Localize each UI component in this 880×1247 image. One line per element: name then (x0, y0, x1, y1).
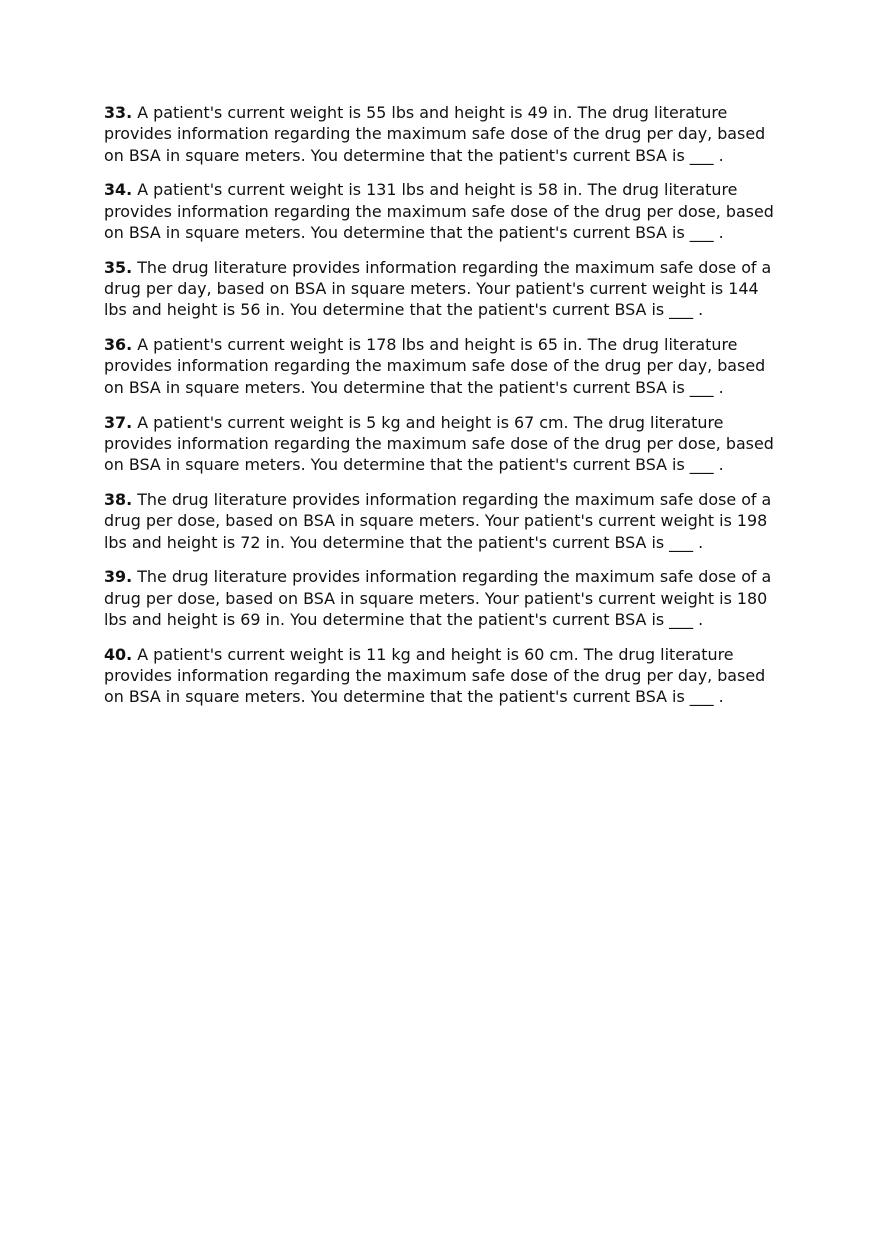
question-number: 37. (104, 412, 133, 432)
question-number: 39. (104, 567, 133, 587)
question-38 (104, 489, 784, 553)
question-35 (104, 257, 784, 321)
question-34 (104, 179, 784, 243)
question-number: 38. (104, 489, 133, 509)
question-40 (104, 644, 784, 708)
question-39 (104, 566, 784, 630)
question-text: A patient's current weight is 11 kg and height is 60 cm. The drug literature provides information regarding the maximum safe dose of the drug per day, based on BSA in square meters. You determine that the patient's current BSA is ___ . (104, 644, 766, 707)
question-text: The drug literature provides information regarding the maximum safe dose of a drug per day, based on BSA in square meters. Your patient's current weight is 144 lbs and height is 56 in. You determine that the patient's current BSA is ___ . (104, 257, 772, 320)
question-number: 40. (104, 644, 133, 664)
question-text: The drug literature provides information regarding the maximum safe dose of a drug per dose, based on BSA in square meters. Your patient's current weight is 198 lbs and height is 72 in. You determine that the patient's current BSA is ___ . (104, 489, 772, 552)
document-page (104, 102, 784, 721)
question-number: 34. (104, 180, 133, 200)
question-33 (104, 102, 784, 166)
question-37 (104, 412, 784, 476)
question-text: The drug literature provides information regarding the maximum safe dose of a drug per dose, based on BSA in square meters. Your patient's current weight is 180 lbs and height is 69 in. You determine that the patient's current BSA is ___ . (104, 567, 772, 629)
question-text: A patient's current weight is 55 lbs and height is 49 in. The drug literature provides information regarding the maximum safe dose of the drug per day, based on BSA in square meters. You determine that the patient's current BSA is ___ . (104, 103, 766, 165)
question-number: 33. (104, 103, 133, 122)
question-number: 35. (104, 257, 133, 277)
question-text: A patient's current weight is 5 kg and height is 67 cm. The drug literature provides information regarding the maximum safe dose of the drug per dose, based on BSA in square meters. You determine that the patient's current BSA is ___ . (104, 412, 774, 475)
question-number: 36. (104, 335, 133, 355)
question-36 (104, 334, 784, 398)
question-text: A patient's current weight is 131 lbs and height is 58 in. The drug literature provides information regarding the maximum safe dose of the drug per dose, based on BSA in square meters. You determine that the patient's current BSA is ___ . (104, 180, 774, 242)
question-text: A patient's current weight is 178 lbs and height is 65 in. The drug literature provides information regarding the maximum safe dose of the drug per day, based on BSA in square meters. You determine that the patient's current BSA is ___ . (104, 335, 766, 397)
